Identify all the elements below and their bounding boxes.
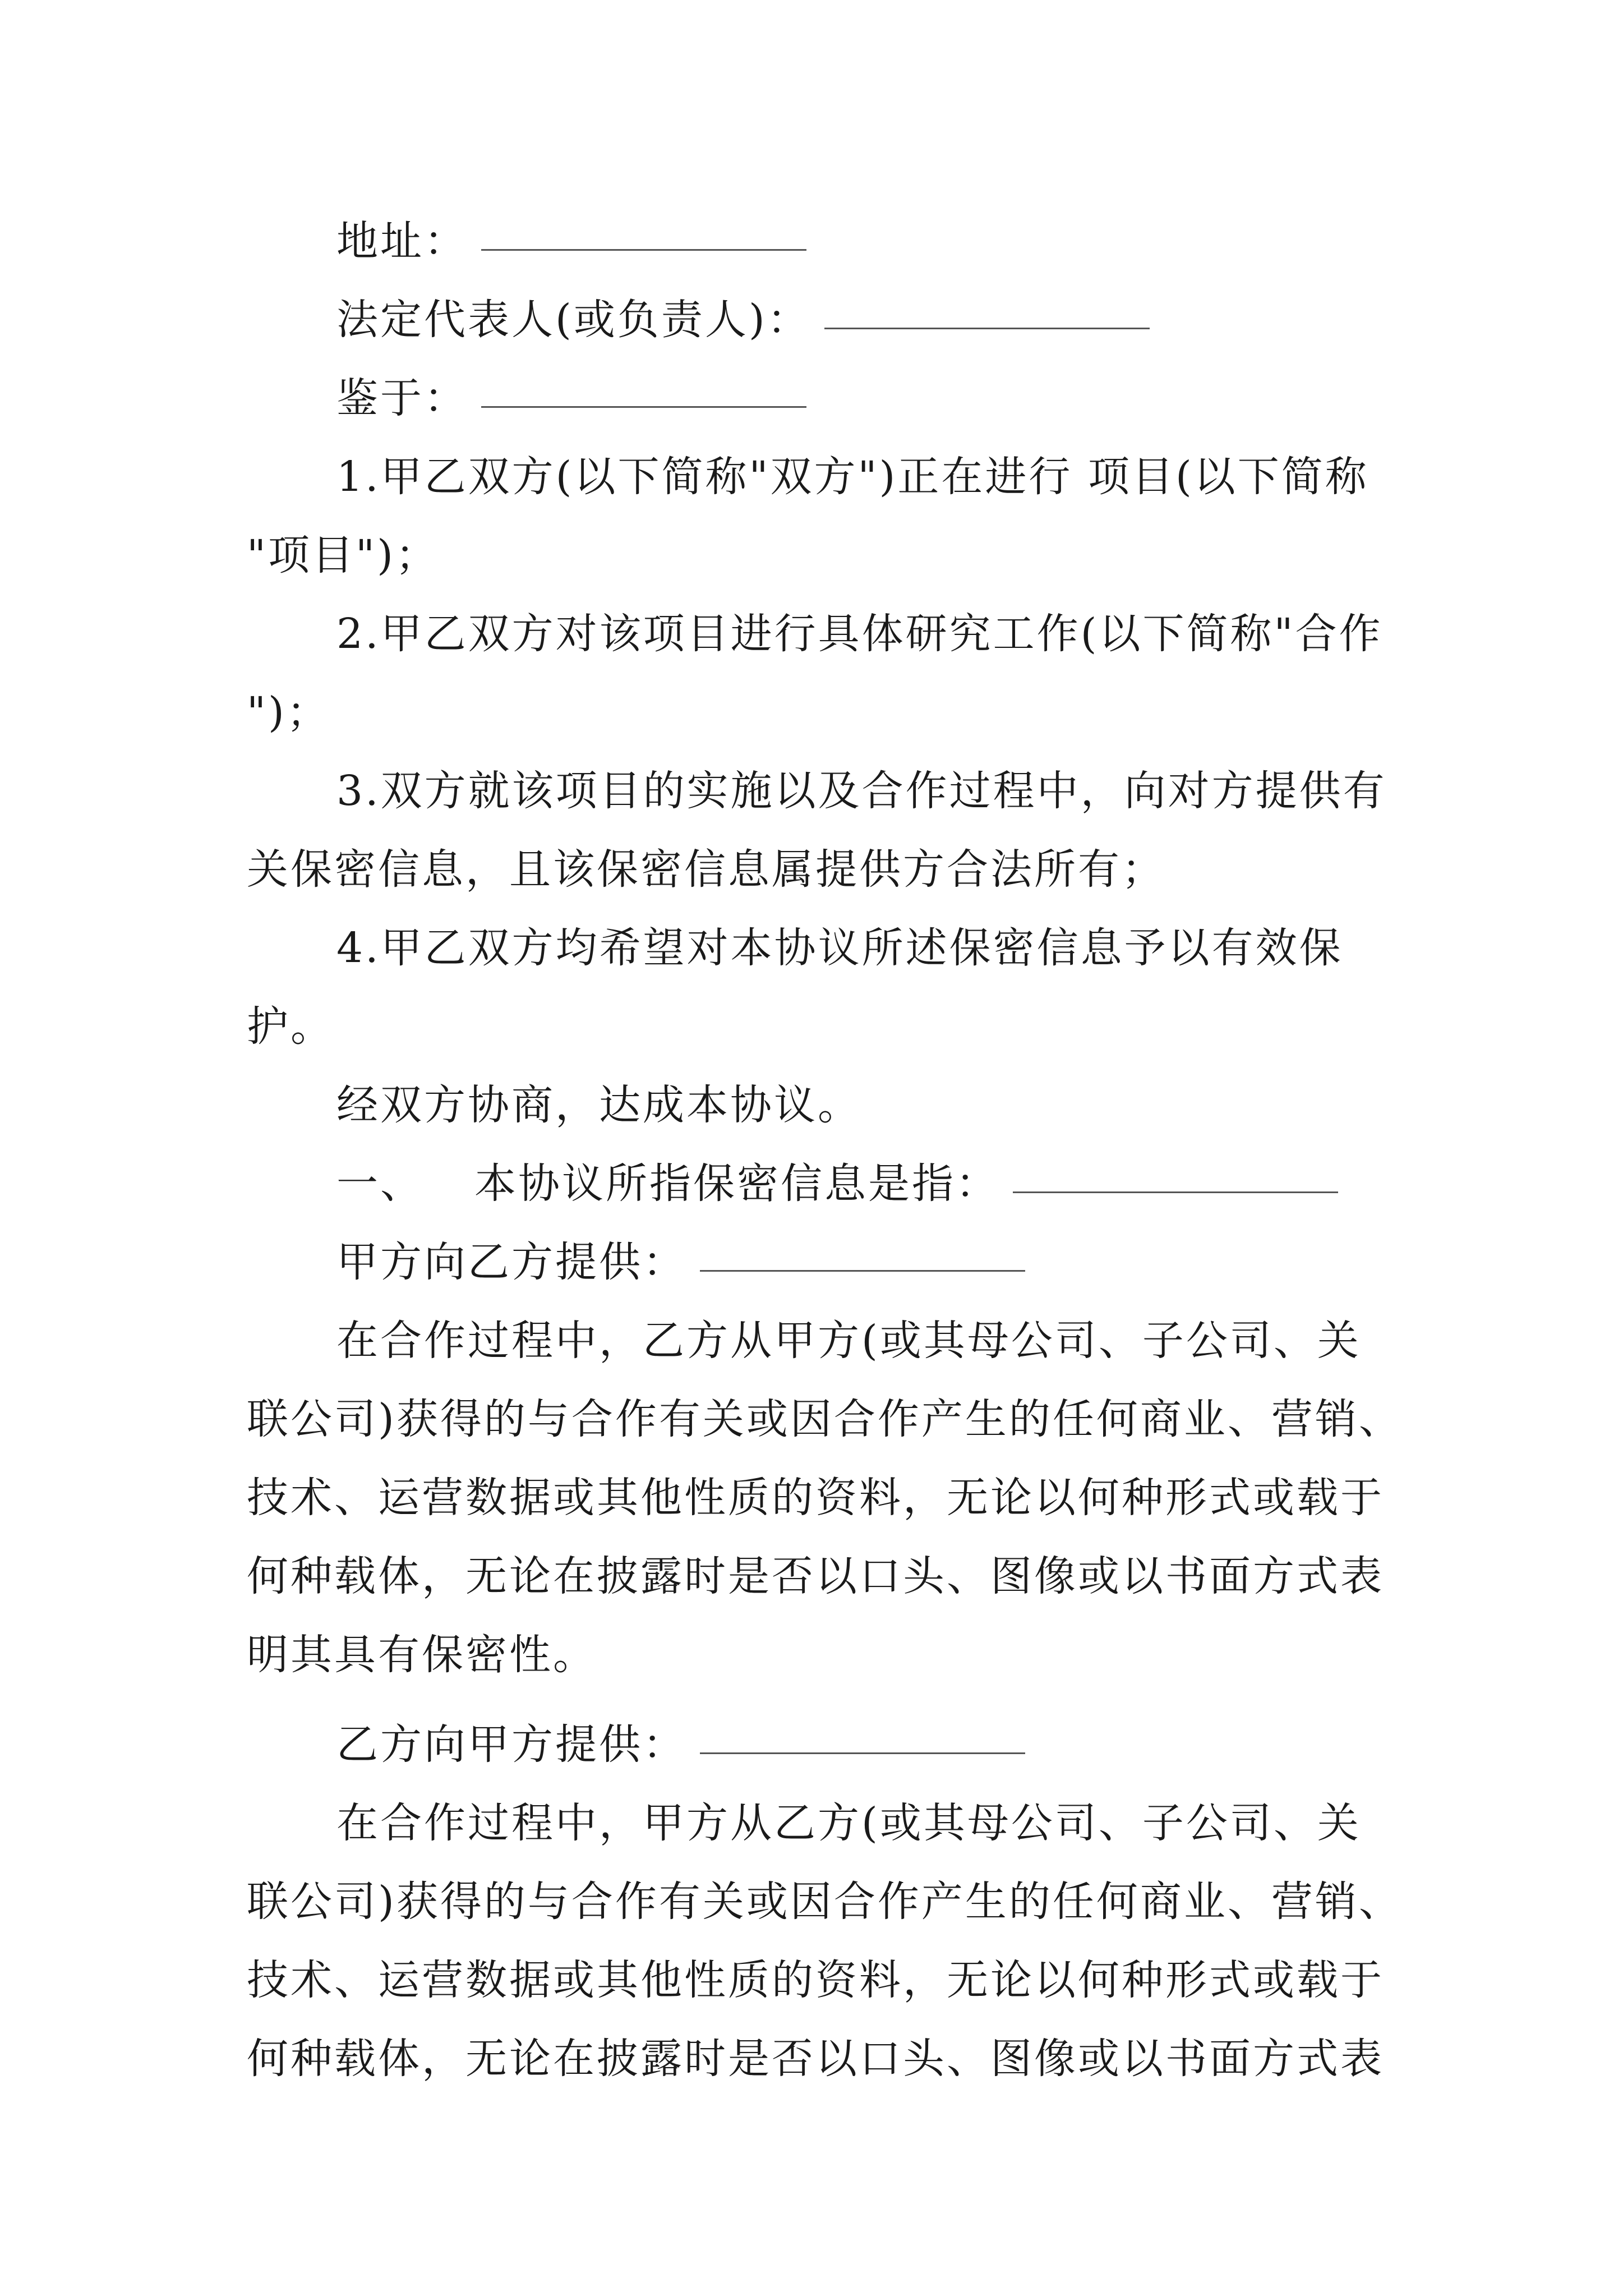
item2-line-a: 2.甲乙双方对该项目进行具体研究工作(以下简称"合作 (336, 610, 1383, 658)
section1-number: 一、 (336, 1159, 424, 1208)
agreement-line: 经双方协商，达成本协议。 (336, 1081, 861, 1129)
section1-line (0, 1144, 1623, 1223)
para-a-line-1: 在合作过程中，乙方从甲方(或其母公司、子公司、关 (336, 1317, 1361, 1365)
para-a-line-3: 技术、运营数据或其他性质的资料，无论以何种形式或载于 (247, 1474, 1384, 1522)
para-a-line-2: 联公司)获得的与合作有关或因合作产生的任何商业、营销、 (247, 1395, 1403, 1443)
party-a-provides-line (0, 1223, 1623, 1301)
section1-text: 本协议所指保密信息是指： (474, 1159, 999, 1208)
party-b-provides-label: 乙方向甲方提供： (336, 1720, 686, 1769)
para-b-line-3: 技术、运营数据或其他性质的资料，无论以何种形式或载于 (247, 1956, 1384, 2004)
address-label: 地址： (336, 217, 468, 265)
whereas-blank (481, 404, 806, 408)
item3-line-a: 3.双方就该项目的实施以及合作过程中，向对方提供有 (336, 767, 1387, 815)
item3-line-b: 关保密信息，且该保密信息属提供方合法所有； (247, 845, 1165, 894)
whereas-label: 鉴于： (336, 374, 468, 422)
item4-line-a: 4.甲乙双方均希望对本协议所述保密信息予以有效保 (336, 924, 1343, 972)
para-b-line-1: 在合作过程中，甲方从乙方(或其母公司、子公司、关 (336, 1799, 1361, 1847)
item2-line-b: ")； (247, 688, 330, 737)
address-line (0, 202, 1623, 280)
address-blank (481, 247, 806, 251)
para-a-line-4: 何种载体，无论在披露时是否以口头、图像或以书面方式表 (247, 1552, 1384, 1600)
section1-blank (1013, 1189, 1338, 1193)
party-b-provides-blank (700, 1750, 1025, 1754)
item1-line-b: "项目")； (247, 531, 439, 579)
whereas-line (0, 359, 1623, 438)
item1-line-a: 1.甲乙双方(以下简称"双方")正在进行 项目(以下简称 (336, 453, 1369, 501)
party-b-provides-line (0, 1705, 1623, 1784)
legal-rep-label: 法定代表人(或负责人)： (336, 296, 811, 344)
party-a-provides-blank (700, 1268, 1025, 1272)
para-b-line-2: 联公司)获得的与合作有关或因合作产生的任何商业、营销、 (247, 1878, 1403, 1926)
para-a-line-5: 明其具有保密性。 (247, 1631, 597, 1679)
legal-rep-blank (824, 325, 1150, 329)
item4-line-b: 护。 (247, 1002, 334, 1051)
party-a-provides-label: 甲方向乙方提供： (336, 1238, 686, 1286)
legal-rep-line (0, 280, 1623, 359)
para-b-line-4: 何种载体，无论在披露时是否以口头、图像或以书面方式表 (247, 2035, 1384, 2083)
